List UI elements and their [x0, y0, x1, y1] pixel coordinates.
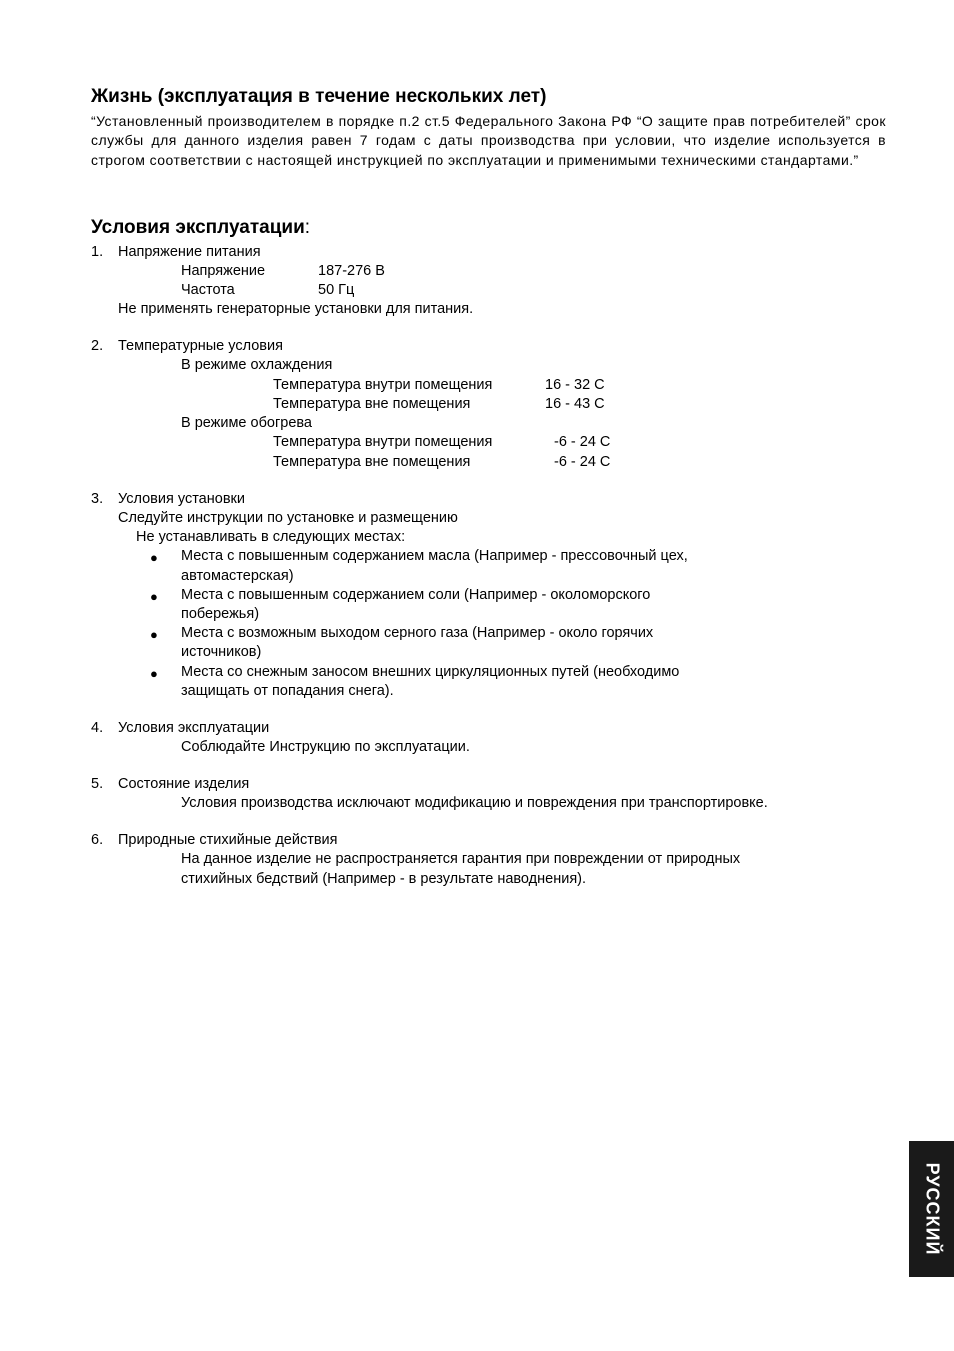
item-6-number: 6. [91, 832, 104, 848]
heating-outside-label: Температура вне помещения [273, 454, 471, 470]
bullet-4-line-1: Места со снежным заносом внешних циркуляционных путей (необходимо [181, 664, 680, 680]
bullet-1-line-2: автомастерская) [181, 568, 294, 584]
do-not-install-text: Не устанавливать в следующих местах: [136, 529, 406, 545]
item-5-text: Условия производства исключают модификацию и повреждения при транспортировке. [181, 795, 768, 811]
conditions-colon: : [304, 217, 311, 238]
heating-inside-label: Температура внутри помещения [273, 434, 493, 450]
bullet-3-line-2: источников) [181, 644, 262, 660]
item-6-text-line-2: стихийных бедствий (Например - в результате наводнения). [181, 871, 587, 887]
item-4-text: Соблюдайте Инструкцию по эксплуатации. [181, 739, 470, 755]
bullet-3-line-1: Места с возможным выходом серного газа (Например - около горячих [181, 625, 654, 641]
item-4-number: 4. [91, 720, 104, 736]
cooling-inside-value: 16 - 32 С [545, 377, 605, 393]
heating-mode-label: В режиме обогрева [181, 415, 312, 431]
cooling-mode-label: В режиме охлаждения [181, 357, 333, 373]
item-1-title: Напряжение питания [118, 244, 261, 260]
voltage-label: Напряжение [181, 263, 266, 279]
bullet-3: ● [150, 627, 158, 642]
heating-inside-value: -6 - 24 С [554, 434, 611, 450]
item-3-title: Условия установки [118, 491, 245, 507]
bullet-2: ● [150, 589, 158, 604]
voltage-value: 187-276 В [318, 263, 385, 279]
language-side-tab [909, 1141, 954, 1277]
item-2-title: Температурные условия [118, 338, 283, 354]
generator-note: Не применять генераторные установки для питания. [118, 301, 474, 317]
bullet-1-line-1: Места с повышенным содержанием масла (Например - прессовочный цех, [181, 548, 688, 564]
frequency-value: 50 Гц [318, 282, 355, 298]
frequency-label: Частота [181, 282, 235, 298]
item-5-number: 5. [91, 776, 104, 792]
cooling-outside-value: 16 - 43 С [545, 396, 605, 412]
item-3-number: 3. [91, 491, 104, 507]
conditions-heading [91, 217, 310, 239]
life-paragraph: “Установленный производителем в порядке п.2 ст.5 Федерального Закона РФ “О защите прав потребителей” срок службы для данного изделия равен 7 годам с даты производства при условии, что изделие используется в строгом соответствии с настоящей инструкцией по эксплуатации и применимыми техническими стандартами.” [91, 113, 886, 168]
bullet-4: ● [150, 666, 158, 681]
item-2-number: 2. [91, 338, 104, 354]
item-6-text-line-1: На данное изделие не распространяется гарантия при повреждении от природных [181, 851, 741, 867]
bullet-2-line-1: Места с повышенным содержанием соли (Например - околоморского [181, 587, 651, 603]
cooling-outside-label: Температура вне помещения [273, 396, 471, 412]
item-1-number: 1. [91, 244, 104, 260]
cooling-inside-label: Температура внутри помещения [273, 377, 493, 393]
bullet-2-line-2: побережья) [181, 606, 260, 622]
life-heading: Жизнь (эксплуатация в течение нескольких лет) [91, 86, 547, 107]
item-6-title: Природные стихийные действия [118, 832, 338, 848]
item-5-title: Состояние изделия [118, 776, 250, 792]
bullet-4-line-2: защищать от попадания снега). [181, 683, 394, 699]
bullet-1: ● [150, 550, 158, 565]
language-tab-label: РУССКИЙ [922, 1162, 942, 1256]
conditions-title: Условия эксплуатации [91, 217, 305, 238]
item-4-title: Условия эксплуатации [118, 720, 270, 736]
installation-follow-text: Следуйте инструкции по установке и размещению [118, 510, 458, 526]
heating-outside-value: -6 - 24 С [554, 454, 611, 470]
